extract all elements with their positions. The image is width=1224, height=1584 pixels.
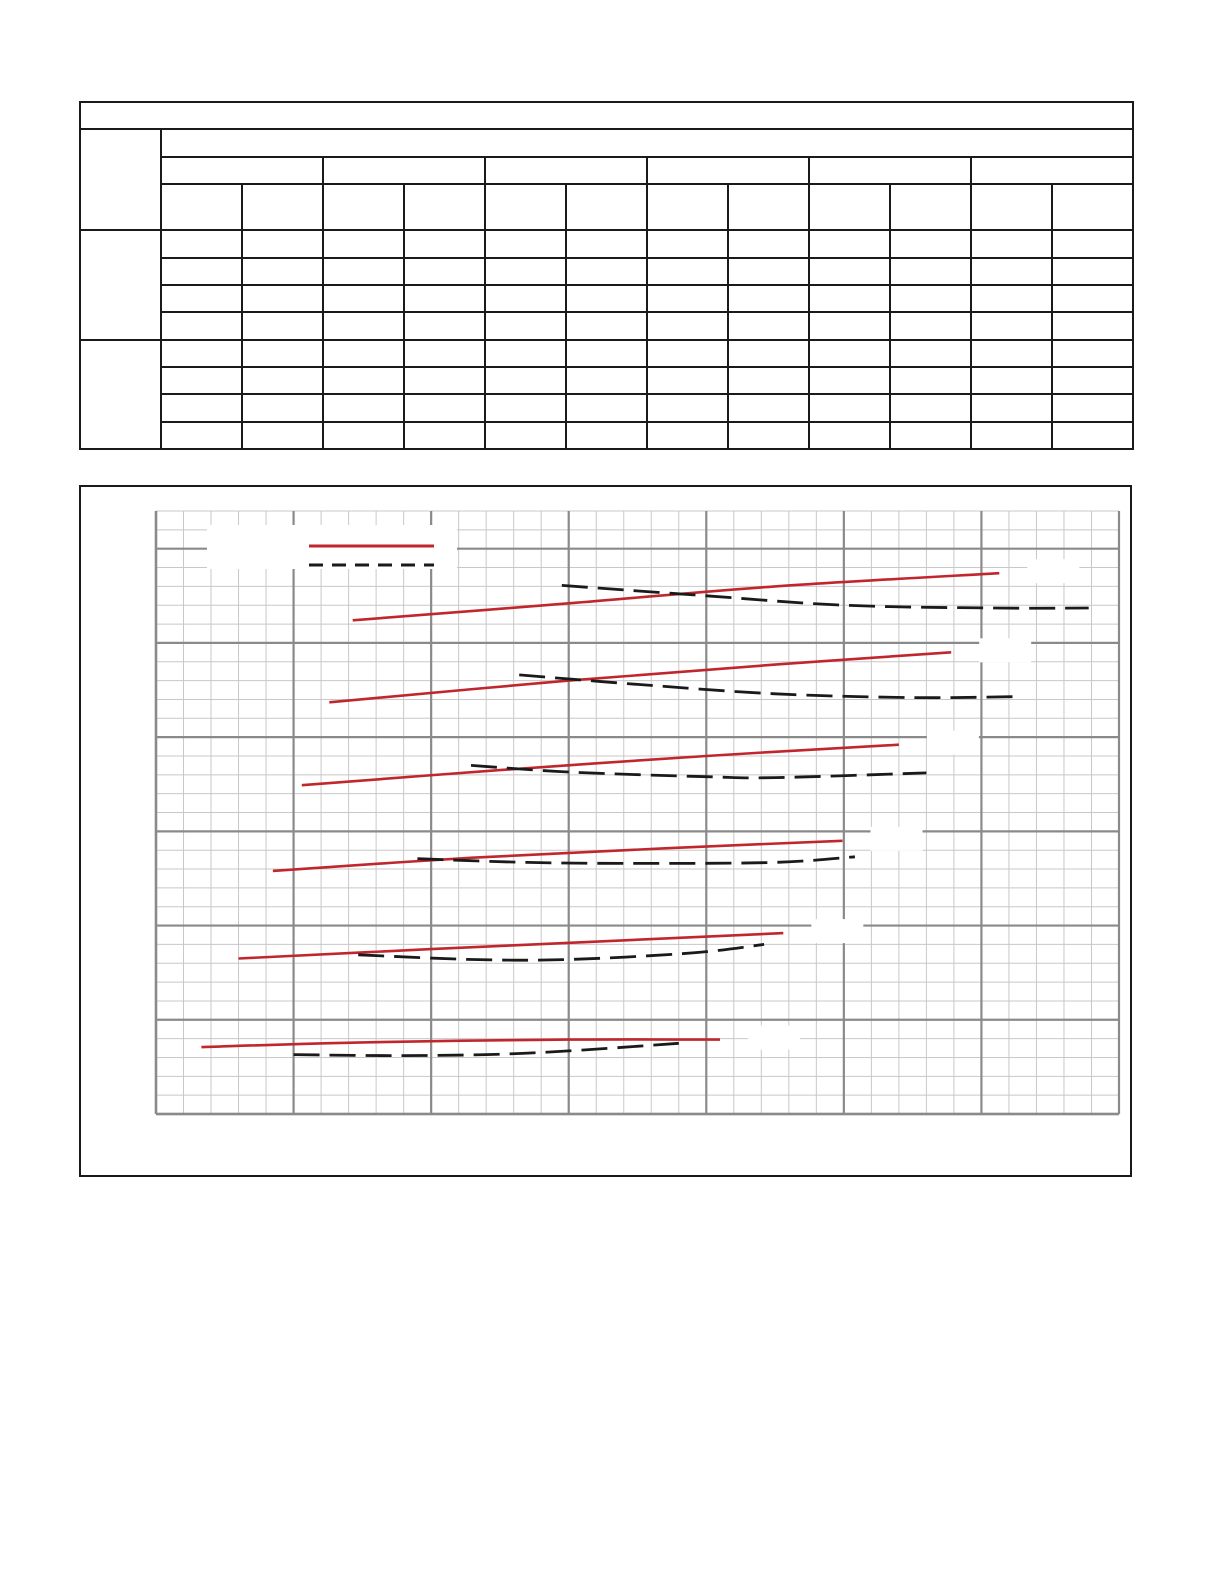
table-row	[80, 422, 1133, 449]
table-cell	[971, 340, 1052, 367]
table-cell	[809, 422, 890, 449]
table-cell	[161, 367, 242, 394]
table-cell	[728, 422, 809, 449]
solid-series-line-2	[329, 652, 951, 702]
row-group-label	[80, 230, 161, 339]
table-cell	[890, 422, 971, 449]
column-header	[971, 184, 1052, 231]
table-cell	[647, 340, 728, 367]
table-cell	[485, 230, 566, 257]
column-header	[728, 184, 809, 231]
table-cell	[566, 258, 647, 285]
row-group-label	[80, 340, 161, 449]
table-cell	[242, 422, 323, 449]
table-row	[80, 394, 1133, 421]
table-cell	[728, 258, 809, 285]
table-cell	[485, 367, 566, 394]
table-cell	[890, 230, 971, 257]
table-cell	[566, 312, 647, 339]
table-cell	[809, 258, 890, 285]
table-cell	[161, 394, 242, 421]
table-cell	[323, 394, 404, 421]
table-cell	[890, 394, 971, 421]
table-cell	[242, 340, 323, 367]
chart	[79, 485, 1132, 1177]
table-cell	[1052, 394, 1133, 421]
solid-series-line-8	[239, 933, 784, 958]
table-cell	[566, 394, 647, 421]
table-cell	[485, 340, 566, 367]
table-cell	[728, 312, 809, 339]
table-cell	[566, 340, 647, 367]
solid-series-line-6	[273, 841, 843, 871]
table-cell	[323, 422, 404, 449]
table-cell	[242, 230, 323, 257]
table-column-header-row	[80, 184, 1133, 231]
legend	[207, 525, 457, 569]
table-cell	[647, 367, 728, 394]
table-cell	[242, 312, 323, 339]
table-cell	[971, 258, 1052, 285]
table-cell	[404, 340, 485, 367]
table-cell	[404, 394, 485, 421]
table-cell	[890, 340, 971, 367]
table-cell	[161, 422, 242, 449]
column-header	[242, 184, 323, 231]
curve-label-box	[979, 638, 1031, 662]
table-cell	[647, 258, 728, 285]
column-header	[1052, 184, 1133, 231]
table-cell	[566, 422, 647, 449]
group-header	[161, 157, 323, 184]
table-row	[80, 312, 1133, 339]
table-group-header-row	[80, 157, 1133, 184]
table-cell	[161, 285, 242, 312]
table-cell	[485, 312, 566, 339]
table-cell	[161, 258, 242, 285]
table-row	[80, 230, 1133, 257]
column-header	[647, 184, 728, 231]
group-header	[971, 157, 1133, 184]
table-cell	[323, 312, 404, 339]
table-row	[80, 340, 1133, 367]
table-cell	[566, 285, 647, 312]
table-cell	[809, 285, 890, 312]
curve-label-box	[811, 919, 863, 943]
table-cell	[485, 258, 566, 285]
table-cell	[404, 258, 485, 285]
table-cell	[971, 367, 1052, 394]
table-cell	[323, 230, 404, 257]
table-cell	[404, 422, 485, 449]
group-header	[809, 157, 971, 184]
table-cell	[809, 367, 890, 394]
table-title-row	[80, 102, 1133, 129]
table-cell	[485, 394, 566, 421]
table-cell	[485, 285, 566, 312]
table-cell	[323, 340, 404, 367]
table-cell	[809, 394, 890, 421]
table-cell	[647, 285, 728, 312]
table-cell	[242, 367, 323, 394]
column-header	[323, 184, 404, 231]
table-cell	[809, 230, 890, 257]
table-cell	[1052, 285, 1133, 312]
table-cell	[404, 367, 485, 394]
table-cell	[647, 422, 728, 449]
table-cell	[1052, 422, 1133, 449]
table-cell	[404, 285, 485, 312]
column-header	[485, 184, 566, 231]
table-title	[80, 102, 1133, 129]
table-cell	[890, 258, 971, 285]
table-cell	[1052, 230, 1133, 257]
table-cell	[647, 230, 728, 257]
curve-label-box	[870, 827, 922, 851]
table-cell	[566, 230, 647, 257]
curve-label-box	[927, 731, 979, 755]
table-cell	[323, 285, 404, 312]
column-header	[404, 184, 485, 231]
table-cell	[566, 367, 647, 394]
table-span-header	[161, 129, 1133, 156]
data-table	[79, 101, 1134, 450]
table-row	[80, 285, 1133, 312]
table-cell	[1052, 312, 1133, 339]
table-cell	[809, 340, 890, 367]
table-cell	[404, 230, 485, 257]
table-cell	[485, 422, 566, 449]
table-cell	[971, 422, 1052, 449]
table-cell	[728, 285, 809, 312]
table-cell	[971, 285, 1052, 312]
table-cell	[404, 312, 485, 339]
table-cell	[728, 367, 809, 394]
table-cell	[728, 340, 809, 367]
table-cell	[1052, 258, 1133, 285]
table-cell	[890, 312, 971, 339]
column-header	[809, 184, 890, 231]
table-cell	[161, 340, 242, 367]
table-cell	[242, 394, 323, 421]
series-group	[201, 559, 1088, 1055]
curve-label-box	[748, 1026, 800, 1050]
table-cell	[161, 230, 242, 257]
solid-series-line-4	[302, 745, 899, 786]
table-cell	[1052, 340, 1133, 367]
table-header-row	[80, 129, 1133, 156]
column-header	[566, 184, 647, 231]
group-header	[485, 157, 647, 184]
table-row	[80, 258, 1133, 285]
solid-series-line-0	[353, 573, 1000, 620]
grid	[156, 511, 1119, 1114]
table-cell	[971, 312, 1052, 339]
table-cell	[161, 312, 242, 339]
table-cell	[323, 258, 404, 285]
table-cell	[890, 367, 971, 394]
table-cell	[647, 394, 728, 421]
group-header	[647, 157, 809, 184]
row-group-header	[80, 129, 161, 230]
curve-label-box	[1027, 559, 1079, 583]
table-cell	[647, 312, 728, 339]
table-cell	[890, 285, 971, 312]
table-row	[80, 367, 1133, 394]
table-cell	[809, 312, 890, 339]
column-header	[890, 184, 971, 231]
group-header	[323, 157, 485, 184]
table-cell	[323, 367, 404, 394]
table-cell	[971, 230, 1052, 257]
table-cell	[1052, 367, 1133, 394]
table-cell	[242, 258, 323, 285]
table-cell	[728, 394, 809, 421]
table-cell	[242, 285, 323, 312]
table-cell	[728, 230, 809, 257]
column-header	[161, 184, 242, 231]
table-cell	[971, 394, 1052, 421]
dashed-series-line-9	[358, 944, 764, 960]
